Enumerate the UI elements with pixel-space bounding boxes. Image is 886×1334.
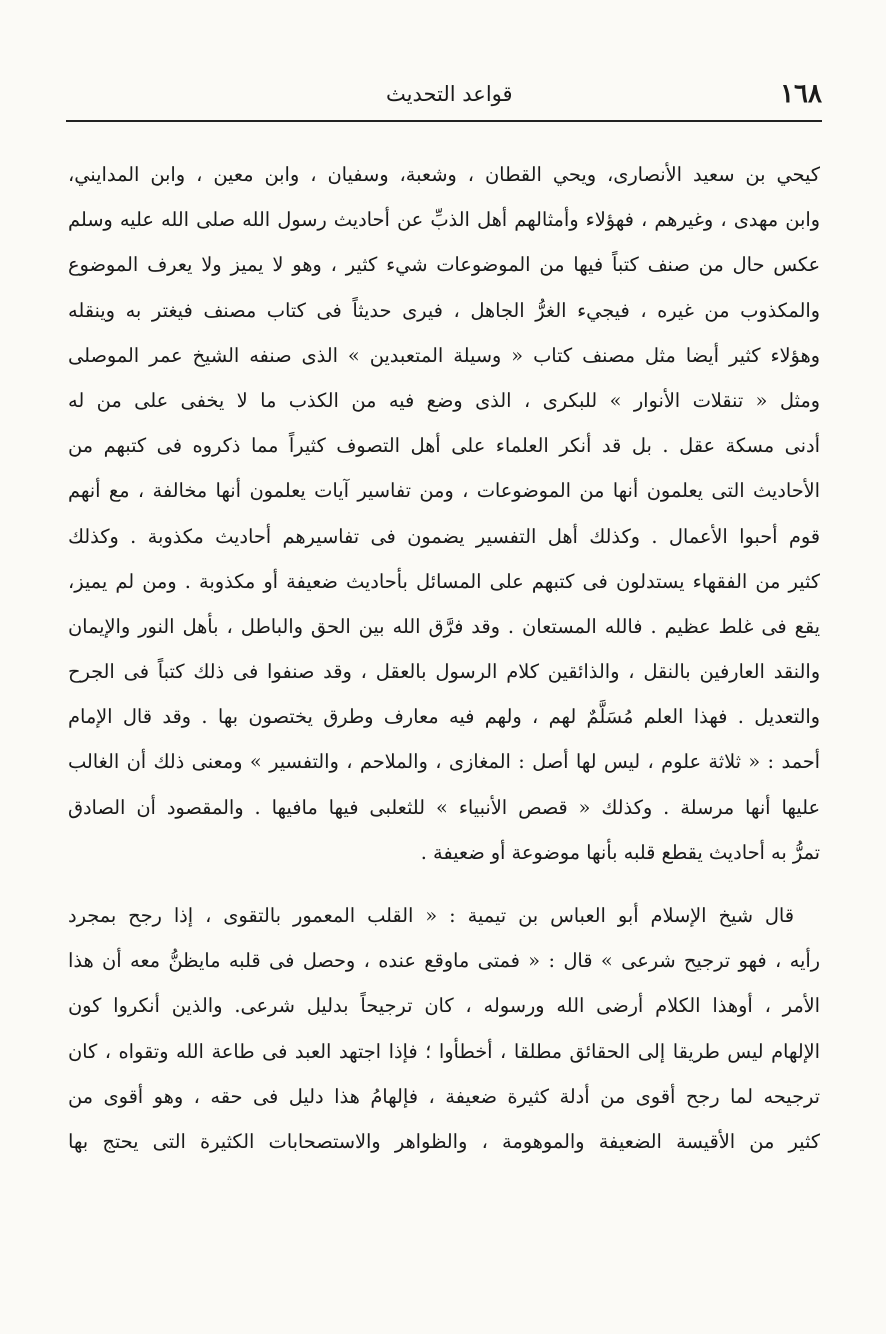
text-line: والتعديل . فهذا العلم مُسَلَّمٌ لهم ، ولهم فيه معارف وطرق يختصون بها . وقد قال الإمام (68, 705, 820, 729)
text-line: عكس حال من صنف كتباً فيها من الموضوعات شيء كثير ، وهو لا يميز ولا يعرف الموضوع (68, 253, 820, 277)
body-text (68, 152, 820, 1164)
text-line: كثير من الأقيسة الضعيفة والموهومة ، والظواهر والاستصحابات الكثيرة التى يحتج بها (68, 1129, 820, 1153)
page-number: ١٦٨ (780, 79, 822, 109)
text-line: كثير من الفقهاء يستدلون فى كتبهم على المسائل بأحاديث ضعيفة أو مكذوبة . ومن لم يميز، (68, 569, 820, 593)
text-line: الأحاديث التى يعلمون أنها من الموضوعات ، ومن تفاسير آيات يعلمون أنها مخالفة ، مع أنهم (68, 479, 820, 503)
text-line: ومثل « تنقلات الأنوار » للبكرى ، الذى وضع فيه من الكذب ما لا يخفى على من له (68, 388, 820, 412)
text-line: والنقد العارفين بالنقل ، والذائقين كلام الرسول بالعقل ، وقد صنفوا فى ذلك كتباً فى الجرح (68, 660, 820, 684)
text-line: يقع فى غلط عظيم . فالله المستعان . وقد فرَّق الله بين الحق والباطل ، بأهل النور والإيمان (68, 614, 820, 638)
text-line: والمكذوب من غيره ، فيجيء الغرُّ الجاهل ، فيرى حديثاً فى كتاب مصنف فيغتر به وينقله (68, 298, 820, 322)
text-line: رأيه ، فهو ترجيح شرعى » قال : « فمتى ماوقع عنده ، وحصل فى قلبه مايظنُّ معه أن هذا (68, 949, 820, 973)
text-line: الأمر ، أوهذا الكلام أرضى الله ورسوله ، كان ترجيحاً بدليل شرعى. والذين أنكروا كون (68, 994, 820, 1018)
text-line: عليها أنها مرسلة . وكذلك « قصص الأنبياء » للثعلبى فيها مافيها . والمقصود أن الصادق (68, 795, 820, 819)
text-line: كيحي بن سعيد الأنصارى، ويحي القطان ، وشعبة، وسفيان ، وابن معين ، وابن المدايني، (68, 163, 820, 186)
header-rule (66, 120, 822, 122)
paragraph-gap (68, 875, 820, 893)
text-line: الإلهام ليس طريقا إلى الحقائق مطلقا ، أخطأوا ؛ فإذا اجتهد العبد فى طاعة الله وتقواه ، كان (68, 1039, 820, 1063)
paragraph-1 (68, 152, 820, 875)
text-line: أدنى مسكة عقل . بل قد أنكر العلماء على أهل التصوف كثيراً مما ذكروه فى كتبهم من (68, 434, 820, 458)
text-line-last: تمرُّ به أحاديث يقطع قلبه بأنها موضوعة أو ضعيفة . (420, 840, 820, 864)
running-title: قواعد التحديث (386, 82, 513, 106)
text-line: قوم أحبوا الأعمال . وكذلك أهل التفسير يضمون فى تفاسيرهم أحاديث مكذوبة . وكذلك (68, 524, 820, 548)
text-line: أحمد : « ثلاثة علوم ، ليس لها أصل : المغازى ، والملاحم ، والتفسير » ومعنى ذلك أن الغالب (68, 750, 820, 774)
paragraph-2 (68, 893, 820, 1164)
text-line: ترجيحه لما رجح أقوى من أدلة كثيرة ضعيفة ، فإلهامُ هذا دليل فى حقه ، وهو أقوى من (68, 1084, 820, 1108)
page-header (66, 72, 822, 116)
text-line-first: قال شيخ الإسلام أبو العباس بن تيمية : « القلب المعمور بالتقوى ، إذا رجح بمجرد (68, 904, 794, 927)
text-line: وابن مهدى ، وغيرهم ، فهؤلاء وأمثالهم أهل الذبِّ عن أحاديث رسول الله صلى الله عليه وسلم (68, 208, 820, 232)
text-line: وهؤلاء كثير أيضا مثل مصنف كتاب « وسيلة المتعبدين » الذى صنفه الشيخ عمر الموصلى (68, 343, 820, 367)
